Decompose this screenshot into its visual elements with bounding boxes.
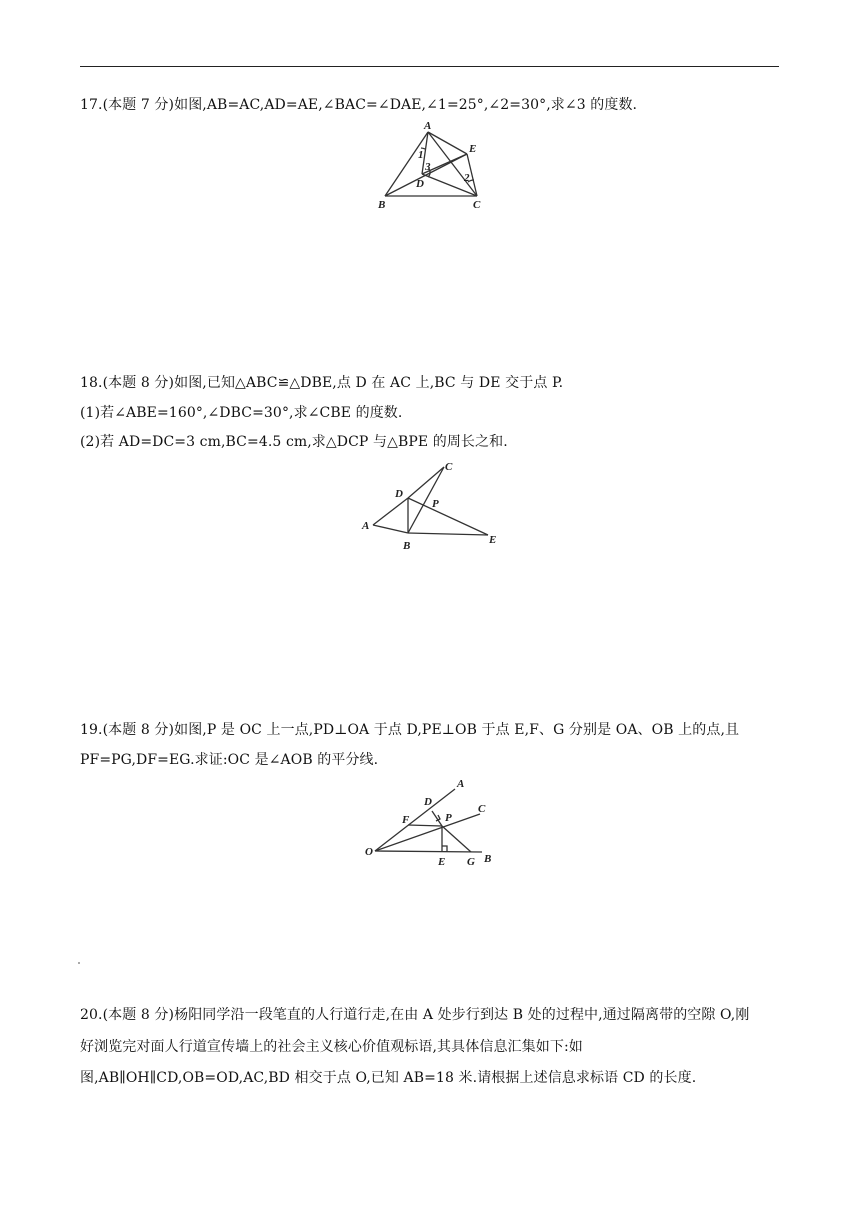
label-D: D bbox=[416, 178, 424, 190]
label-F: F bbox=[402, 814, 410, 826]
label-A: A bbox=[362, 520, 370, 532]
label-B: B bbox=[378, 199, 386, 211]
problem-17-figure bbox=[370, 118, 490, 213]
label-C: C bbox=[445, 461, 453, 473]
label-E: E bbox=[438, 856, 446, 868]
problem-18-question-1: (1)若∠ABE=160°,∠DBC=30°,求∠CBE 的度数. bbox=[80, 405, 403, 421]
label-E: E bbox=[469, 143, 477, 155]
label-A: A bbox=[424, 120, 432, 132]
label-P: P bbox=[432, 498, 439, 510]
angle-label-1: 1 bbox=[418, 149, 424, 161]
label-E: E bbox=[489, 534, 497, 546]
problem-19-text-line-2: PF=PG,DF=EG.求证:OC 是∠AOB 的平分线. bbox=[80, 752, 379, 768]
problem-18-text: 18.(本题 8 分)如图,已知△ABC≌△DBE,点 D 在 AC 上,BC 与 DE 交于点 P. bbox=[80, 375, 564, 391]
label-B: B bbox=[484, 853, 492, 865]
problem-18-question-2: (2)若 AD=DC=3 cm,BC=4.5 cm,求△DCP 与△BPE 的周长之和. bbox=[80, 434, 508, 450]
label-B: B bbox=[403, 540, 411, 552]
header-rule bbox=[80, 66, 779, 67]
label-G: G bbox=[467, 856, 475, 868]
label-A: A bbox=[457, 778, 465, 790]
problem-17-text: 17.(本题 7 分)如图,AB=AC,AD=AE,∠BAC=∠DAE,∠1=25°,∠2=30°,求∠3 的度数. bbox=[80, 97, 638, 113]
stray-mark bbox=[78, 962, 80, 964]
angle-label-2: 2 bbox=[464, 172, 470, 184]
label-C: C bbox=[478, 803, 486, 815]
problem-19-figure bbox=[360, 775, 505, 870]
label-C: C bbox=[473, 199, 481, 211]
label-D: D bbox=[395, 488, 403, 500]
problem-19-text-line-1: 19.(本题 8 分)如图,P 是 OC 上一点,PD⊥OA 于点 D,PE⊥OB 于点 E,F、G 分别是 OA、OB 上的点,且 bbox=[80, 722, 740, 738]
angle-label-3: 3 bbox=[425, 161, 431, 173]
label-P: P bbox=[445, 812, 452, 824]
problem-20-text-line-2: 好浏览完对面人行道宣传墙上的社会主义核心价值观标语,其具体信息汇集如下:如 bbox=[80, 1039, 583, 1055]
problem-18-figure bbox=[355, 455, 505, 555]
problem-20-text-line-1: 20.(本题 8 分)杨阳同学沿一段笔直的人行道行走,在由 A 处步行到达 B 处的过程中,通过隔离带的空隙 O,刚 bbox=[80, 1007, 750, 1023]
label-O: O bbox=[365, 846, 373, 858]
problem-20-text-line-3: 图,AB∥OH∥CD,OB=OD,AC,BD 相交于点 O,已知 AB=18 米.请根据上述信息求标语 CD 的长度. bbox=[80, 1070, 697, 1086]
label-D: D bbox=[424, 796, 432, 808]
